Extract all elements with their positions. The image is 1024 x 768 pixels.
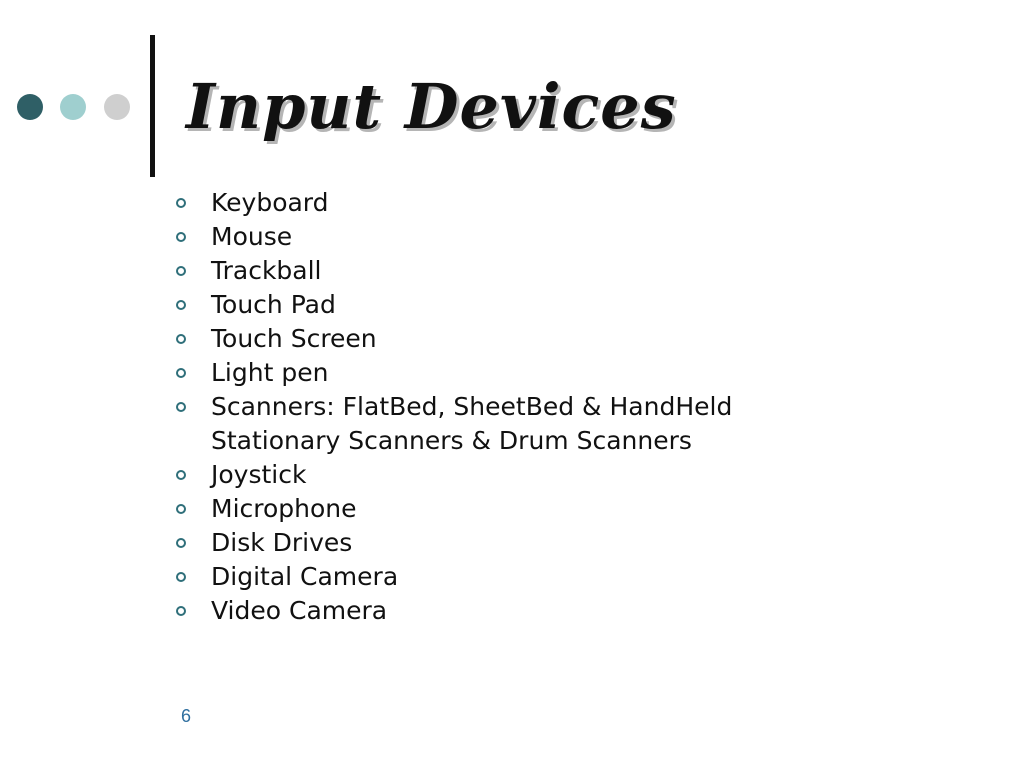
bullet-item xyxy=(172,492,972,526)
ring-bullet-icon xyxy=(176,300,186,310)
title-divider xyxy=(150,35,155,177)
ring-bullet-icon xyxy=(176,504,186,514)
ring-bullet-icon xyxy=(176,334,186,344)
bullet-text: Touch Pad xyxy=(211,290,336,319)
ring-bullet-icon xyxy=(176,368,186,378)
ring-bullet-icon xyxy=(176,198,186,208)
gray-dot-icon xyxy=(104,94,130,120)
ring-bullet-icon xyxy=(176,266,186,276)
bullet-item xyxy=(172,560,972,594)
bullet-item xyxy=(172,220,972,254)
bullet-text: Microphone xyxy=(211,494,357,523)
bullet-list xyxy=(172,186,972,628)
bullet-item xyxy=(172,594,972,628)
bullet-item xyxy=(172,390,972,458)
ring-bullet-icon xyxy=(176,572,186,582)
ring-bullet-icon xyxy=(176,470,186,480)
bullet-item xyxy=(172,186,972,220)
bullet-text: Light pen xyxy=(211,358,329,387)
bullet-text: Video Camera xyxy=(211,596,388,625)
ring-bullet-icon xyxy=(176,232,186,242)
bullet-text: Mouse xyxy=(211,222,293,251)
teal-dot-icon xyxy=(60,94,86,120)
bullet-item xyxy=(172,458,972,492)
dark-dot-icon xyxy=(17,94,43,120)
bullet-text: Keyboard xyxy=(211,188,329,217)
bullet-item xyxy=(172,356,972,390)
ring-bullet-icon xyxy=(176,538,186,548)
bullet-text: Trackball xyxy=(211,256,322,285)
bullet-text: Digital Camera xyxy=(211,562,399,591)
bullet-item xyxy=(172,254,972,288)
bullet-text: Scanners: FlatBed, SheetBed & HandHeld Stationary Scanners & Drum Scanners xyxy=(211,392,733,455)
page-number: 6 xyxy=(181,706,192,726)
ring-bullet-icon xyxy=(176,402,186,412)
ring-bullet-icon xyxy=(176,606,186,616)
bullet-text: Joystick xyxy=(211,460,307,489)
bullet-text: Touch Screen xyxy=(211,324,377,353)
bullet-text: Disk Drives xyxy=(211,528,353,557)
slide-title: Input Devices xyxy=(186,70,677,143)
bullet-item xyxy=(172,288,972,322)
bullet-item xyxy=(172,526,972,560)
bullet-item xyxy=(172,322,972,356)
decorative-dots xyxy=(0,0,140,200)
